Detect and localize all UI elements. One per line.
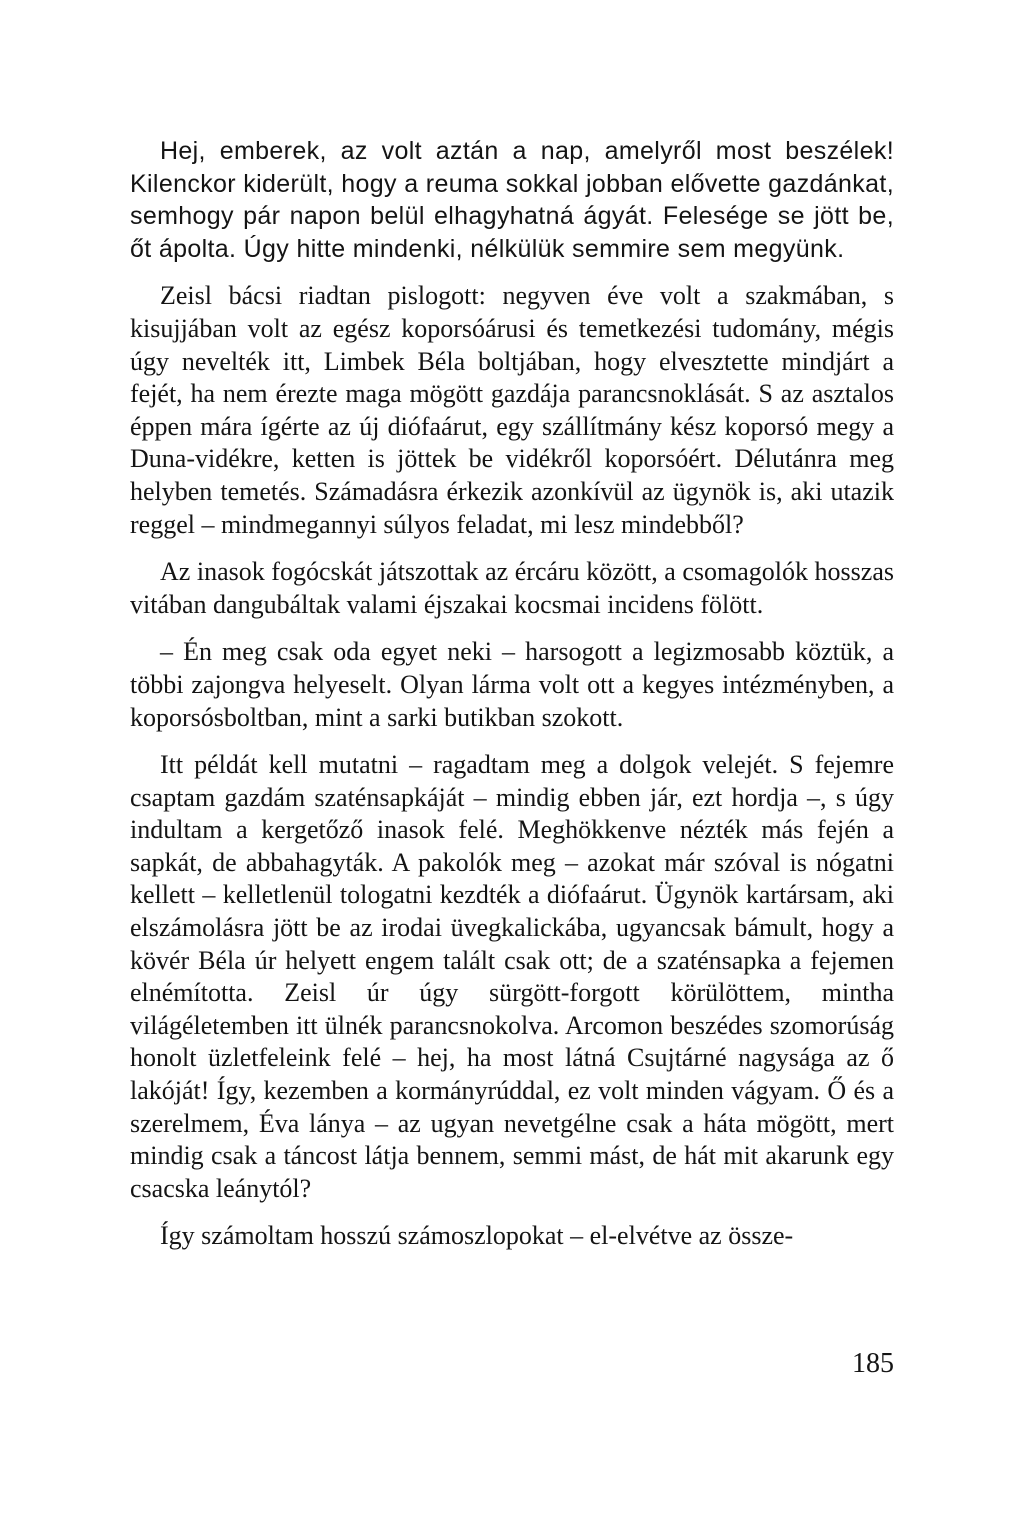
paragraph: Így számoltam hosszú számoszlopokat – el-elvétve az össze-: [160, 1221, 794, 1251]
page-number: 185: [852, 1348, 894, 1379]
paragraph: Zeisl bácsi riadtan pislogott: negyven éve volt a szakmában, s kisujjában volt az egész koporsóárusi és temetkezési tudomány, mégis úgy nevelték itt, Limbek Béla boltjában, hogy elvesztette mindjárt a fejét, ha nem érezte maga mögött gazdája parancsnoklását. S az asztalos éppen mára ígérte az új diófaárut, egy szállítmány kész koporsó megy a Duna-vidékre, ketten is jöttek be vidékről koporsóért. Délutánra meg helyben temetés. Számadásra érkezik azonkívül az ügynök is, aki utazik reggel – mindmegannyi súlyos feladat, mi lesz mindebből?: [130, 281, 894, 539]
paragraph: Itt példát kell mutatni – ragadtam meg a dolgok velejét. S fejemre csaptam gazdám szaténsapkáját – mindig ebben jár, ezt hordja –, s úgy indultam a kergetőző inasok felé. Meghökkenve nézték más fején a sapkát, de abbahagyták. A pakolók meg – azokat már szóval is nógatni kellett – kelletlenül tologatni kezdték a diófaárut. Ügynök kartársam, aki elszámolásra jött be az irodai üvegkalickába, ugyancsak bámult, hogy a kövér Béla úr helyett engem talált csak ott; de a szaténsapka a fejemen elnémította. Zeisl úr úgy sürgött-forgott körülöttem, mintha világéletemben itt ülnék parancsnokolva. Arcomon beszédes szomorúság honolt üzletfeleink felé – hej, ha most látná Csujtárné nagysága az ő lakóját! Így, kezemben a kormányrúddal, ez volt minden vágyam. Ő és a szerelmem, Éva lánya – az ugyan nevetgélne csak a háta mögött, mert mindig csak a táncost látja bennem, semmi mást, de hát mit akarunk egy csacska leánytól?: [130, 750, 894, 1203]
paragraph: Hej, emberek, az volt aztán a nap, amelyről most beszélek! Kilenckor kiderült, hogy a reuma sokkal jobban elővette gazdánkat, semhogy pár napon belül elhagyhatná ágyát. Felesége se jött be, őt ápolta. Úgy hitte mindenki, nélkülük semmire sem megyünk.: [130, 137, 894, 263]
paragraph: – Én meg csak oda egyet neki – harsogott a legizmosabb köztük, a többi zajongva helyeselt. Olyan lárma volt ott a kegyes intézményben, a koporsósboltban, mint a sarki butikban szokott.: [130, 637, 894, 732]
paragraph: Az inasok fogócskát játszottak az ércáru között, a csomagolók hosszas vitában dangubáltak valami éjszakai kocsmai incidens fölött.: [130, 557, 894, 619]
page-body: [130, 135, 894, 1253]
